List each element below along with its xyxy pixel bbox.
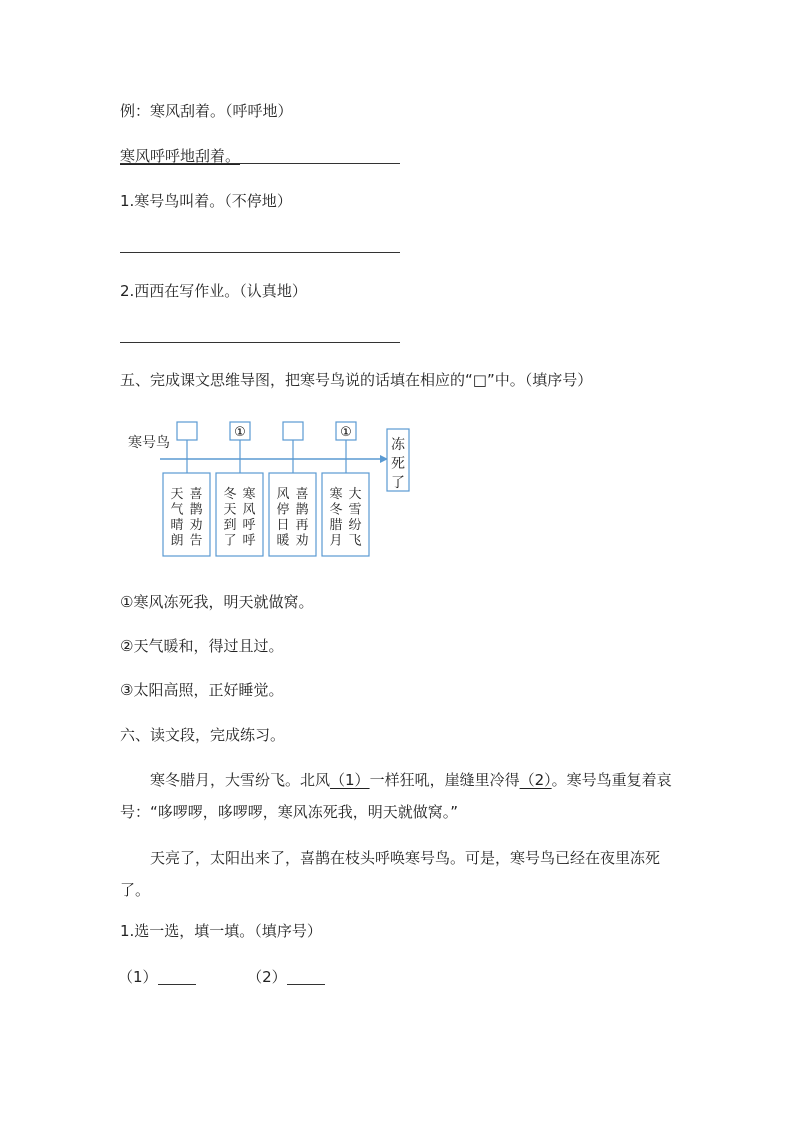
q4-item-1: 1.寒号鸟叫着。（不停地） <box>120 192 292 210</box>
svg-text:天: 天 <box>223 502 237 518</box>
svg-text:腊: 腊 <box>329 518 343 533</box>
option-1: ①寒风冻死我，明天就做窝。 <box>120 593 314 611</box>
svg-text:纷: 纷 <box>348 518 362 533</box>
svg-text:冬: 冬 <box>329 502 343 518</box>
panel-1-text-right <box>189 486 202 549</box>
svg-text:日: 日 <box>276 518 290 533</box>
answer-blank-1[interactable] <box>158 968 196 985</box>
panel-3-text-left <box>276 487 289 549</box>
panel-4-text-left <box>329 486 342 549</box>
svg-text:飞: 飞 <box>348 533 362 549</box>
example-answer-line <box>120 163 400 164</box>
q6-1-prompt: 1.选一选，填一填。（填序号） <box>120 922 322 940</box>
panel-1-text-left <box>170 487 183 549</box>
svg-text:寒: 寒 <box>329 487 343 502</box>
svg-text:冬: 冬 <box>223 487 237 502</box>
passage-blank-1[interactable]: （1） <box>330 771 370 789</box>
svg-text:月: 月 <box>329 533 343 549</box>
svg-text:呼: 呼 <box>242 518 256 533</box>
svg-text:①: ① <box>234 425 246 440</box>
svg-text:风: 风 <box>276 487 290 502</box>
panel-3-text-right <box>295 486 308 549</box>
svg-text:寒: 寒 <box>242 487 256 502</box>
q4-item-2: 2.西西在写作业。（认真地） <box>120 282 307 300</box>
top-box-3[interactable] <box>283 422 303 440</box>
option-2: ②天气暖和，得过且过。 <box>120 637 284 655</box>
svg-text:了: 了 <box>391 475 405 491</box>
example-answer: 寒风呼呼地刮着。 <box>120 147 241 165</box>
end-box-text <box>391 437 406 491</box>
svg-text:喜: 喜 <box>295 487 309 502</box>
svg-text:了: 了 <box>223 533 237 549</box>
svg-text:劝: 劝 <box>295 533 309 549</box>
svg-text:再: 再 <box>295 518 309 533</box>
option-3: ③太阳高照，正好睡觉。 <box>120 681 284 699</box>
svg-text:死: 死 <box>391 456 405 472</box>
svg-text:冻: 冻 <box>391 437 405 453</box>
answer-blank-2[interactable] <box>287 968 325 985</box>
panel-4-text-right <box>348 486 361 549</box>
passage-paragraph-1: 寒冬腊月，大雪纷飞。北风（1）一样狂吼，崖缝里冷得（2）。寒号鸟重复着哀号：“哆啰啰，哆啰啰，寒风冻死我，明天就做窝。” <box>120 771 672 821</box>
arrow-label: 寒号鸟 <box>128 435 170 451</box>
mind-map-diagram <box>110 415 420 565</box>
panel-2-text-left <box>223 487 236 549</box>
passage-paragraph-2: 天亮了，太阳出来了，喜鹊在枝头呼唤寒号鸟。可是，寒号鸟已经在夜里冻死了。 <box>120 849 661 899</box>
svg-text:气: 气 <box>170 502 184 518</box>
section6-heading: 六、读文段，完成练习。 <box>120 726 286 744</box>
svg-text:风: 风 <box>242 502 256 518</box>
top-box-4[interactable] <box>336 422 356 440</box>
section5-heading: 五、完成课文思维导图，把寒号鸟说的话填在相应的“□”中。（填序号） <box>120 371 593 389</box>
svg-text:鹊: 鹊 <box>189 502 203 518</box>
svg-text:呼: 呼 <box>242 533 256 549</box>
svg-text:朗: 朗 <box>170 533 184 549</box>
top-box-1[interactable] <box>177 422 197 440</box>
svg-text:①: ① <box>340 425 352 440</box>
svg-text:喜: 喜 <box>189 487 203 502</box>
svg-text:告: 告 <box>189 533 203 549</box>
q4-answer-line-1[interactable] <box>120 252 400 253</box>
q4-answer-line-2[interactable] <box>120 342 400 343</box>
top-box-2[interactable] <box>230 422 250 440</box>
svg-text:劝: 劝 <box>189 518 203 533</box>
svg-text:晴: 晴 <box>170 518 184 533</box>
svg-text:天: 天 <box>170 487 184 502</box>
svg-text:大: 大 <box>348 487 362 502</box>
panel-2-text-right <box>242 486 255 549</box>
svg-text:雪: 雪 <box>348 502 362 518</box>
svg-text:停: 停 <box>276 502 290 518</box>
svg-text:鹊: 鹊 <box>295 502 309 518</box>
passage-blank-2[interactable]: （2） <box>519 771 552 789</box>
q6-1-answers: （1） （2） <box>118 967 325 987</box>
example-prompt: 例：寒风刮着。（呼呼地） <box>120 102 293 120</box>
svg-text:到: 到 <box>223 518 237 533</box>
svg-text:暖: 暖 <box>276 533 290 549</box>
